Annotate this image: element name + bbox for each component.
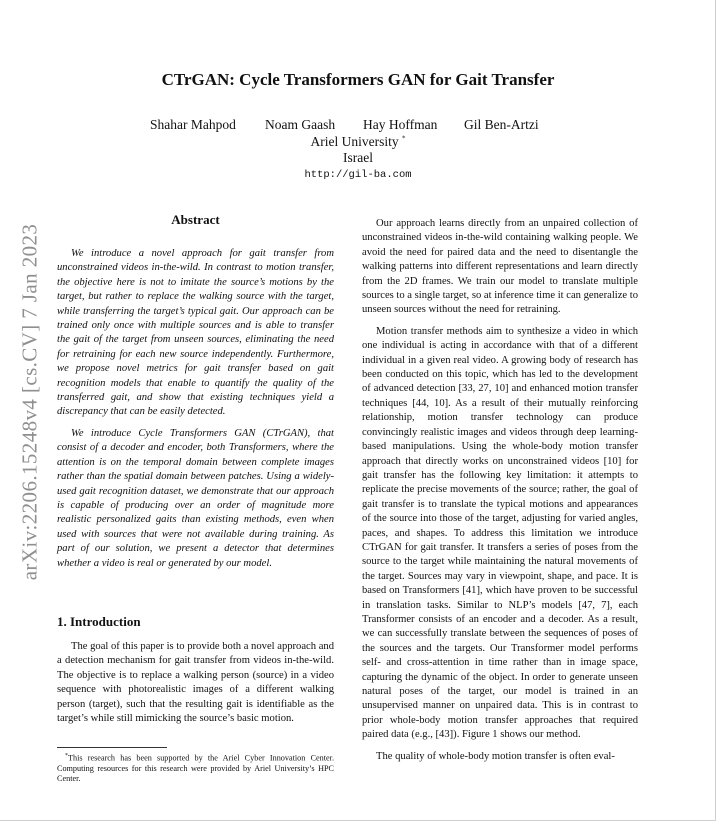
- author-name: Hay Hoffman: [363, 117, 438, 132]
- author-name: Gil Ben-Artzi: [464, 117, 539, 132]
- body-paragraph: The quality of whole-body motion transfer is often eval-: [376, 750, 615, 762]
- footnote-mark: *: [65, 753, 68, 759]
- author-url: http://gil-ba.com: [304, 169, 412, 181]
- introduction-paragraph: The goal of this paper is to provide both a novel approach and a detection mechanism for gait transfer from videos in-the-wild. The objective is to replace a walking person (source) in a video sequence with photorealistic images of a different walking person (target), such that the resulting gait is identifiable as the target’s while still mimicking the source’s basic motion.: [57, 641, 335, 725]
- abstract-paragraph: We introduce Cycle Transformers GAN (CTrGAN), that consist of a decoder and encoder, both Transformers, where the attention is on the temporal domain between complete images rather than the spatial domain between patches. Using a widely-used gait recognition dataset, we demonstrate that our approach is capable of producing over an order of magnitude more realistic personalized gaits than existing methods, even when used with sources that were not available during training. As part of our solution, we present a detector that determines whether a video is real or generated by our model.: [57, 427, 334, 569]
- author-name: Shahar Mahpod: [150, 117, 236, 132]
- paper-title: CTrGAN: Cycle Transformers GAN for Gait Transfer: [161, 70, 555, 89]
- abstract-body: [57, 247, 334, 578]
- introduction-body: [57, 640, 334, 733]
- abstract-heading: Abstract: [171, 212, 220, 227]
- affiliation-university: [0, 134, 716, 150]
- author-name: Noam Gaash: [265, 117, 336, 132]
- footnote-rule: [57, 747, 167, 748]
- affiliation-footnote-mark: *: [401, 134, 406, 143]
- body-paragraph: Our approach learns directly from an unpaired collection of unconstrained videos in-the-wild containing walking people. We avoid the need for paired data and the need to disentangle the walking patterns into different representations and learn directly from the 2D frames. We train our model to translate multiple sources to a single target, so at inference time it can generalize to unseen sources without the need for retraining.: [362, 218, 639, 316]
- right-column: [362, 217, 638, 771]
- university-name: Ariel University: [310, 134, 399, 149]
- footnote: [57, 751, 334, 784]
- abstract-paragraph: We introduce a novel approach for gait transfer from unconstrained videos in-the-wild. In contrast to motion transfer, the objective here is not to imitate the source’s motions by the target, but rather to replace the walking source with the target, while transferring the target’s typical gait. Our approach can be trained only once with multiple sources and is able to transfer the gait of the target from unseen sources, eliminating the need for retraining for each new source independently. Furthermore, we propose novel metrics for gait transfer based on gait recognition models that enable to quantify the quality of the transferred gait, and show that existing techniques yield a discrepancy that can be easily detected.: [57, 248, 334, 418]
- arxiv-stamp-text: arXiv:2206.15248v4 [cs.CV] 7 Jan 2023: [17, 223, 42, 581]
- footnote-text: This research has been supported by the Ariel Cyber Innovation Center. Computing resources for this research were provided by Ariel University’s HPC Center.: [57, 753, 334, 783]
- introduction-heading: 1. Introduction: [57, 614, 141, 629]
- body-paragraph: Motion transfer methods aim to synthesize a video in which one individual is acting in accordance with that of a different individual in a given real video. A growing body of research has been conducted on this topic, which has led to the development of advanced detection [33, 27, 10] and enhanced motion transfer techniques [44, 10]. As a result of their mutually reinforcing relationship, motion transfer technology can produce convincingly realistic images and videos through deep learning-based manipulations. Using the whole-body motion transfer approach that directly works on unconstrained videos [10] for gait transfer has the following key limitation: it attempts to replicate the precise movements of the source; rather, the goal of gait transfer is to translate the typical motions and appearances of the source into those of the target, adjusting for varied angles, paces, and shapes. To address this limitation we introduce CTrGAN for gait transfer. It transfers a series of poses from the source to the target while maintaining the natural movements of the target. Sources may vary in viewpoint, shape, and pace. It is based on Transformers [41], which have proven to be successful in translation tasks. Similar to NLP’s models [47, 7], each Transformer consists of an encoder and a decoder. As a result, we can successfully translate between the sequences of poses of the sources and the targets. Our Transformer model performs self- and cross-attention in time rather than in image space, capturing the dynamic of the object. In order to generate unseen natural poses of the target, our model is trained in an unsupervised manner on unpaired data. This is in contrast to prior whole-body motion transfer approaches that required paired data (e.g., [43]). Figure 1 shows our method.: [362, 325, 638, 741]
- affiliation-country: Israel: [343, 150, 373, 165]
